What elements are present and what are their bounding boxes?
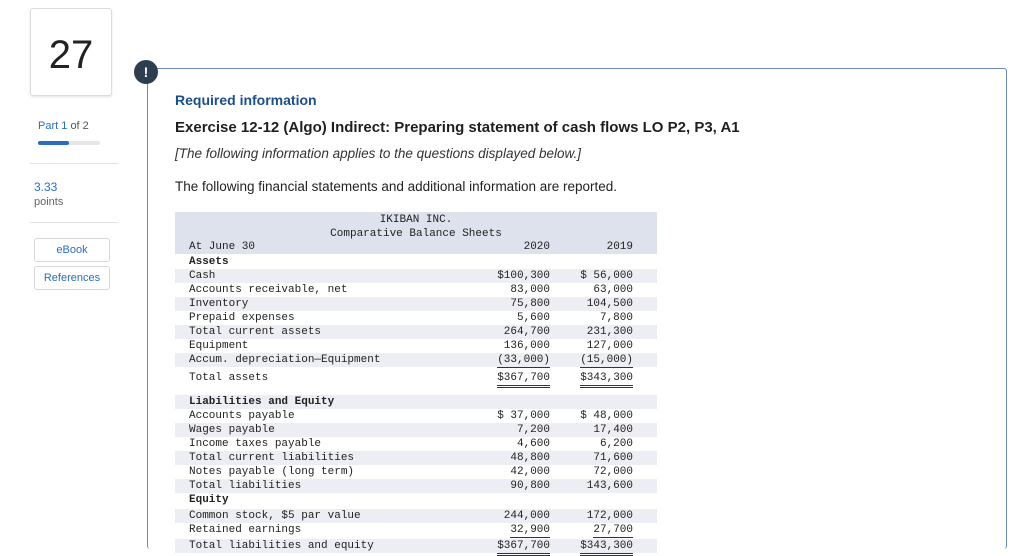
value-2019: (15,000) <box>580 354 633 366</box>
balance-sheet-row <box>175 539 657 553</box>
question-number: 27 <box>48 33 94 77</box>
date-label: At June 30 <box>189 241 256 253</box>
part-progress-fill <box>38 141 69 145</box>
value-2019: 172,000 <box>586 510 633 522</box>
row-label: Wages payable <box>189 424 275 436</box>
balance-sheet-row <box>175 371 657 385</box>
column-header-2020: 2020 <box>523 241 550 253</box>
sidebar-divider <box>30 222 118 223</box>
company-name: IKIBAN INC. <box>379 214 453 226</box>
balance-sheet-row <box>175 451 657 465</box>
column-header-2019: 2019 <box>606 241 633 253</box>
row-label: Income taxes payable <box>189 438 322 450</box>
row-label: Accum. depreciation—Equipment <box>189 354 381 366</box>
row-label: Total current assets <box>189 326 322 338</box>
value-2019: 72,000 <box>593 466 633 478</box>
part-progress-bar <box>38 141 100 145</box>
value-2019: $ 56,000 <box>580 270 633 282</box>
balance-sheet-row <box>175 437 657 451</box>
value-2019: 27,700 <box>593 524 633 536</box>
balance-sheet-row <box>175 255 657 269</box>
value-2020: $367,700 <box>497 539 550 556</box>
value-2019: $343,300 <box>580 539 633 556</box>
value-2019: 127,000 <box>586 340 633 352</box>
value-2020: 5,600 <box>516 312 550 324</box>
value-2019: 7,800 <box>599 312 633 324</box>
row-label: Retained earnings <box>189 524 302 536</box>
row-label: Notes payable (long term) <box>189 466 355 478</box>
sidebar-divider <box>30 163 118 164</box>
row-label: Total assets <box>189 372 269 384</box>
balance-sheet-row <box>175 465 657 479</box>
balance-sheet-row <box>175 353 657 367</box>
part-of: of 2 <box>70 120 89 132</box>
value-2019: 63,000 <box>593 284 633 296</box>
balance-sheet-row <box>175 297 657 311</box>
value-2020: 75,800 <box>510 298 550 310</box>
balance-sheet-table <box>175 212 657 552</box>
balance-sheet-row <box>175 423 657 437</box>
ebook-button[interactable]: eBook <box>34 238 110 262</box>
value-2019: 71,600 <box>593 452 633 464</box>
balance-sheet-row <box>175 395 657 409</box>
row-label: Inventory <box>189 298 249 310</box>
value-2020: $367,700 <box>497 371 550 388</box>
value-2020: 48,800 <box>510 452 550 464</box>
balance-sheet-row <box>175 509 657 523</box>
part-word: Part <box>38 120 59 132</box>
balance-sheet-row <box>175 311 657 325</box>
row-label: Liabilities and Equity <box>189 396 335 408</box>
row-label: Cash <box>189 270 216 282</box>
value-2019: 104,500 <box>586 298 633 310</box>
points-label: points <box>34 196 64 208</box>
value-2020: (33,000) <box>497 354 550 366</box>
value-2019: 231,300 <box>586 326 633 338</box>
balance-sheet-row <box>175 339 657 353</box>
value-2019: 143,600 <box>586 480 633 492</box>
value-2019: 6,200 <box>599 438 633 450</box>
intro-text: The following financial statements and additional information are reported. <box>175 179 618 194</box>
value-2020: 32,900 <box>510 524 550 536</box>
value-2020: 264,700 <box>503 326 550 338</box>
value-2020: $ 37,000 <box>497 410 550 422</box>
statement-title: Comparative Balance Sheets <box>330 228 502 240</box>
balance-sheet-row <box>175 479 657 493</box>
part-current: 1 <box>61 120 68 132</box>
value-2019: $343,300 <box>580 371 633 388</box>
references-button[interactable]: References <box>34 266 110 290</box>
row-label: Equity <box>189 494 229 506</box>
question-number-card <box>30 8 112 96</box>
row-label: Total liabilities and equity <box>189 540 374 552</box>
value-2019: 17,400 <box>593 424 633 436</box>
value-2019: $ 48,000 <box>580 410 633 422</box>
value-2020: 244,000 <box>503 510 550 522</box>
exercise-title: Exercise 12-12 (Algo) Indirect: Preparing statement of cash flows LO P2, P3, A1 <box>175 119 740 136</box>
balance-sheet-header <box>175 212 657 254</box>
balance-sheet-row <box>175 283 657 297</box>
balance-sheet-row <box>175 493 657 507</box>
alert-icon: ! <box>134 60 158 84</box>
row-label: Accounts payable <box>189 410 295 422</box>
balance-sheet-row <box>175 409 657 423</box>
value-2020: 90,800 <box>510 480 550 492</box>
value-2020: 4,600 <box>516 438 550 450</box>
required-information-heading: Required information <box>175 92 317 108</box>
value-2020: 7,200 <box>516 424 550 436</box>
row-label: Total liabilities <box>189 480 302 492</box>
value-2020: $100,300 <box>497 270 550 282</box>
row-label: Assets <box>189 256 229 268</box>
balance-sheet-row <box>175 325 657 339</box>
row-label: Accounts receivable, net <box>189 284 348 296</box>
value-2020: 42,000 <box>510 466 550 478</box>
row-label: Common stock, $5 par value <box>189 510 361 522</box>
points-value: 3.33 <box>34 180 58 194</box>
value-2020: 136,000 <box>503 340 550 352</box>
row-label: Prepaid expenses <box>189 312 295 324</box>
balance-sheet-row <box>175 523 657 537</box>
row-label: Total current liabilities <box>189 452 355 464</box>
value-2020: 83,000 <box>510 284 550 296</box>
balance-sheet-row <box>175 269 657 283</box>
part-indicator <box>38 120 89 132</box>
row-label: Equipment <box>189 340 249 352</box>
instruction-note: [The following information applies to the questions displayed below.] <box>175 146 581 161</box>
